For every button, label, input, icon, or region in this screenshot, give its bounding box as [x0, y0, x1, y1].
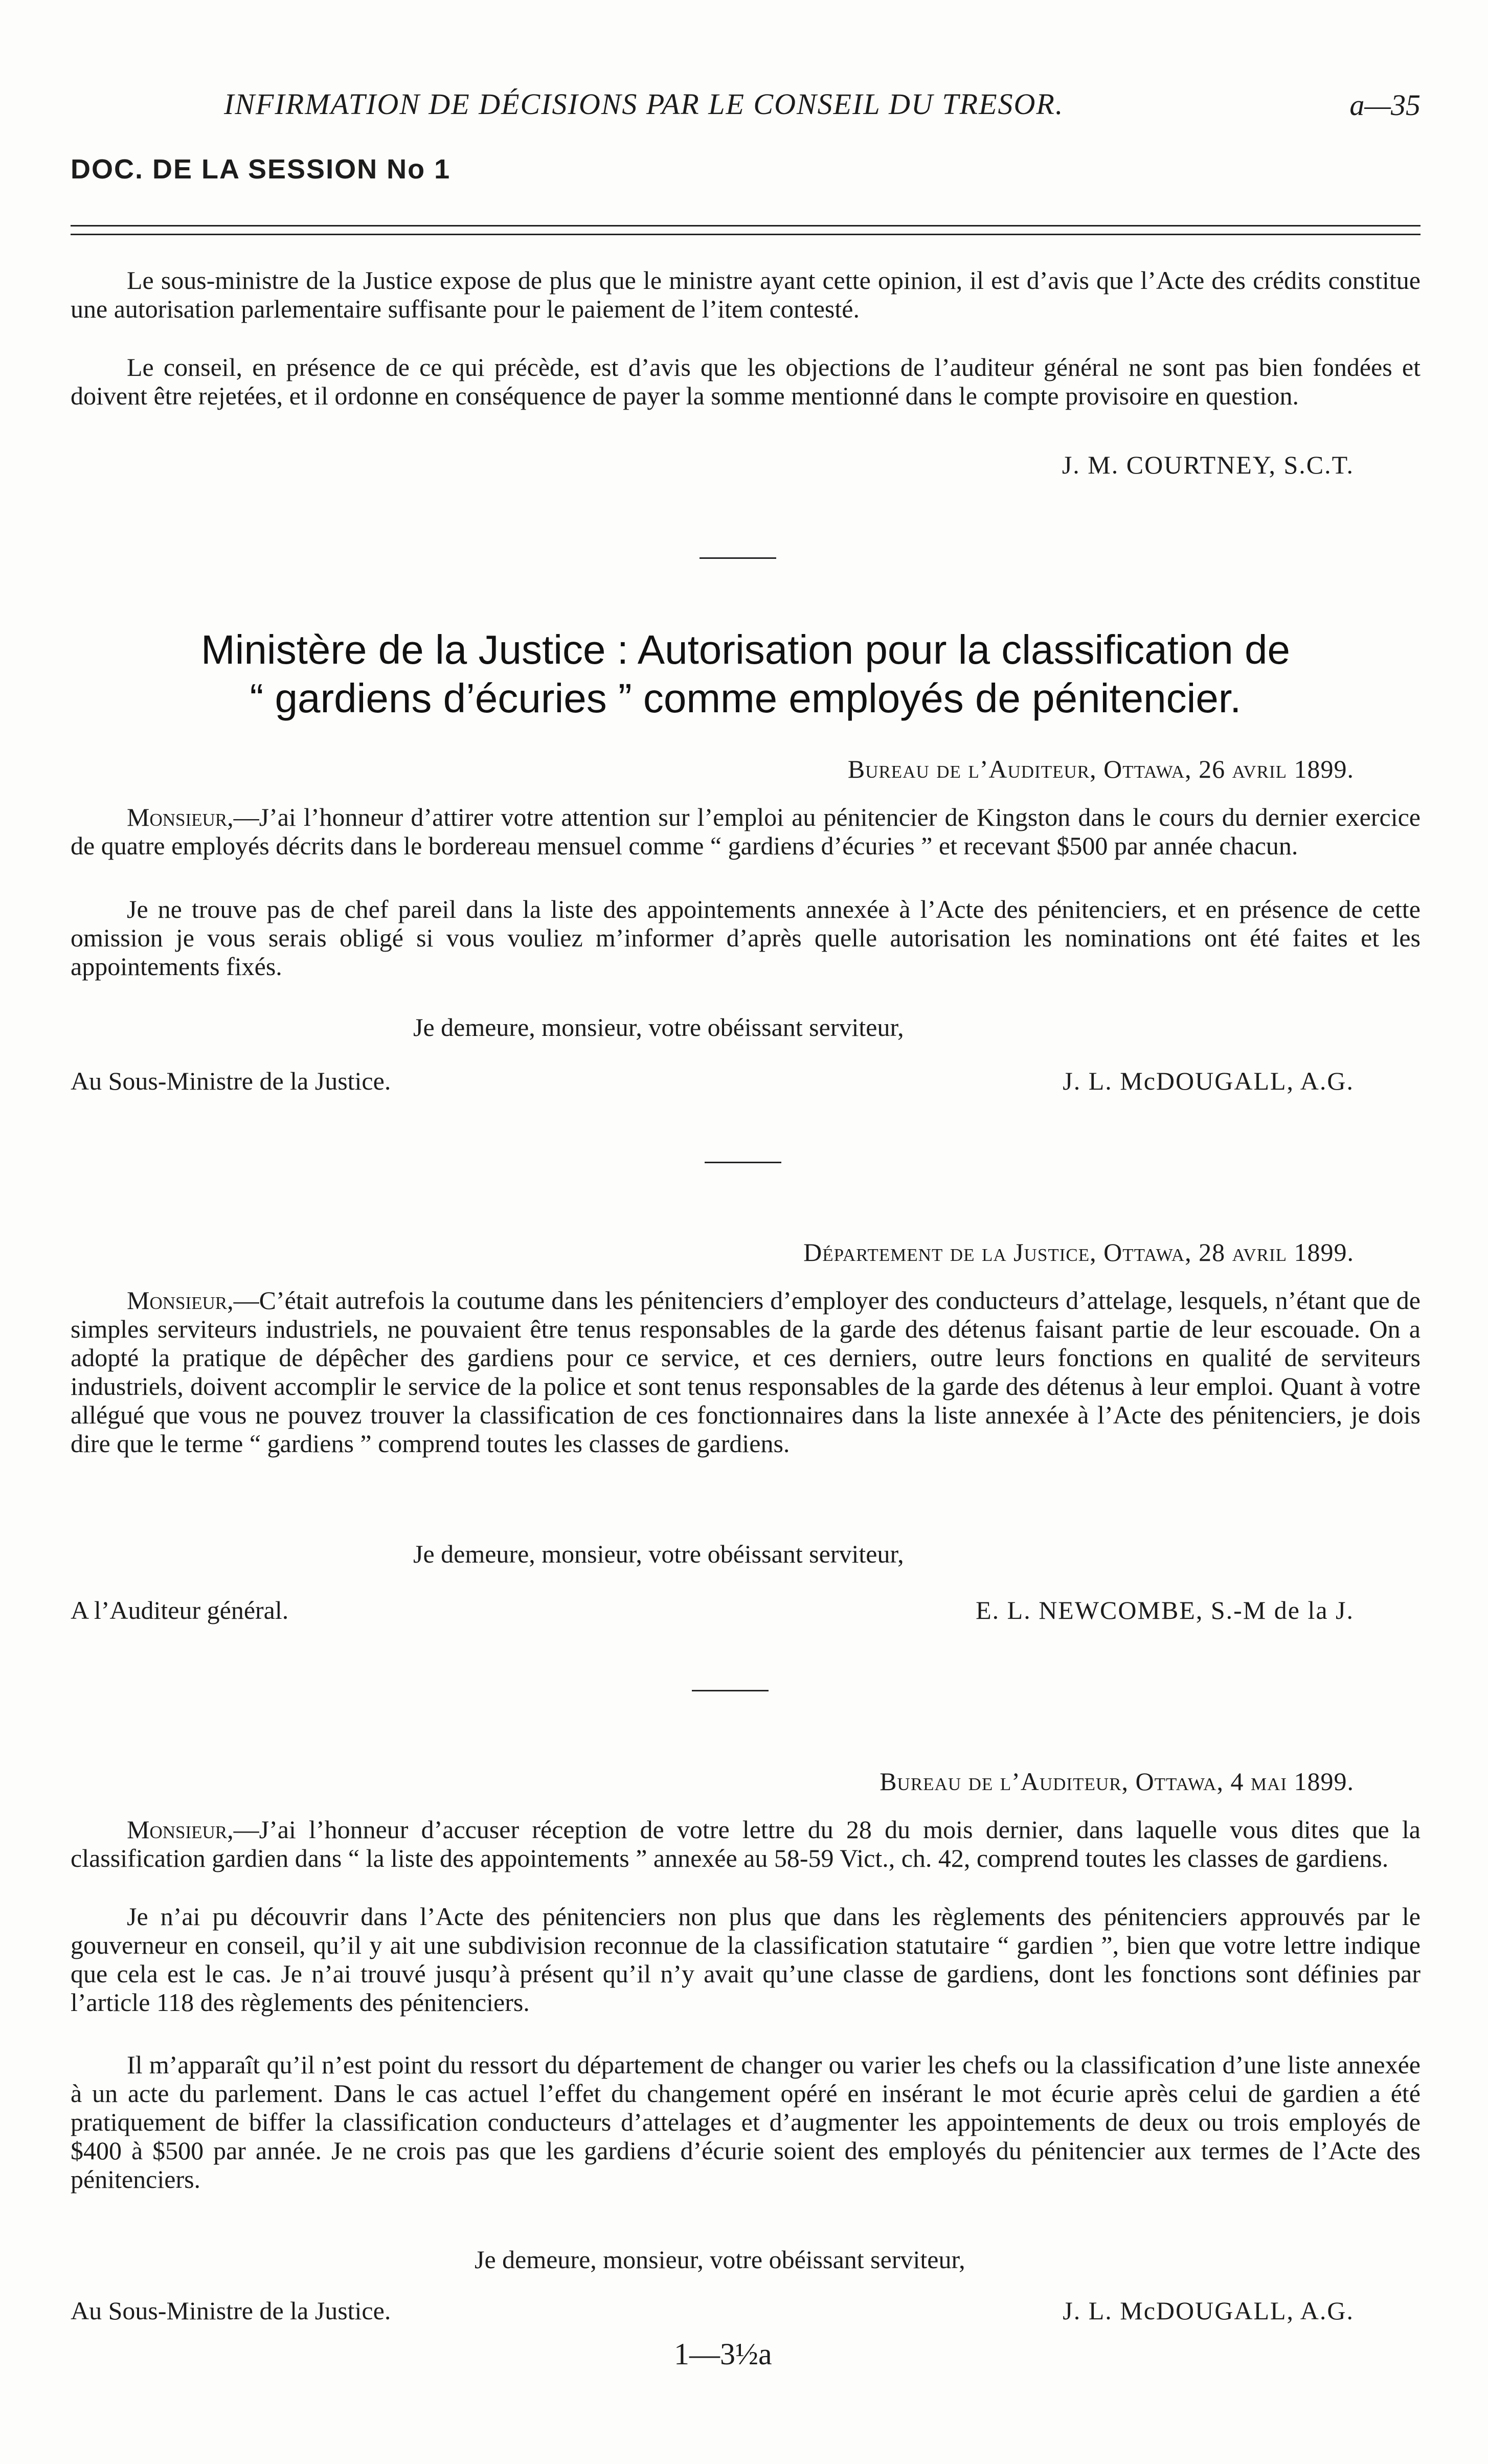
letter2-dateline: Département de la Justice, Ottawa, 28 avril 1899.	[803, 1238, 1354, 1267]
letter3-paragraph-2: Je n’ai pu découvrir dans l’Acte des pénitenciers non plus que dans les règlements des pénitenciers approuvés par le gouverneur en conseil, qu’il y ait une subdivision reconnue de la classification statutaire “ gardien ”, bien que votre lettre indique que cela est le cas. Je n’ai trouvé jusqu’à présent qu’il n’y avait qu’une classe de gardiens, dont les fonctions sont définies par l’article 118 des règlements des pénitenciers.	[71, 1902, 1421, 2017]
letter3-signature: J. L. McDOUGALL, A.G.	[1063, 2296, 1354, 2325]
letter3-paragraph-1	[71, 1815, 1421, 1872]
letter2-signature: E. L. NEWCOMBE, S.-M de la J.	[976, 1596, 1354, 1624]
letter3-salutation: Monsieur,	[127, 1815, 234, 1844]
letter3-paragraph-3: Il m’apparaît qu’il n’est point du ressort du département de changer ou varier les chefs ou la classification d’une liste annexée à un acte du parlement. Dans le cas actuel l’effet du changement opéré en insérant le mot écurie après celui de gardien a été pratiquement de biffer la classification conducteurs d’attelages et d’augmenter les appointements de deux ou trois employés de $400 à $500 par année. Je ne crois pas que les gardiens d’écurie soient des employés du pénitencier aux termes de l’Acte des pénitenciers.	[71, 2050, 1421, 2194]
intro-signature: J. M. COURTNEY, S.C.T.	[1062, 450, 1354, 479]
letter2-paragraph-1-text: —C’était autrefois la coutume dans les pénitenciers d’employer des conducteurs d’attelage, lesquels, n’étant que de simples serviteurs industriels, ne pouvaient être tenus responsables de la garde des détenus faisant partie de leur escouade. On a adopté la pratique de dépêcher des gardiens pour ce service, et ces derniers, outre leurs fonctions en qualité de serviteurs industriels, doivent accomplir le service de la police et sont tenus responsables de la garde des détenus à leur emploi. Quant à votre allégué que vous ne pouvez trouver la classification de ces fonctionnaires dans la liste annexée à l’Acte des pénitenciers, je dois dire que le terme “ gardiens ” comprend toutes les classes de gardiens.	[71, 1286, 1421, 1458]
letter2-salutation: Monsieur,	[127, 1286, 234, 1315]
letter1-paragraph-1	[71, 803, 1421, 860]
intro-paragraph-2: Le conseil, en présence de ce qui précède, est d’avis que les objections de l’auditeur général ne sont pas bien fondées et doivent être rejetées, et il ordonne en conséquence de payer la somme mentionné dans le compte provisoire en question.	[71, 353, 1421, 410]
letter1-signature: J. L. McDOUGALL, A.G.	[1063, 1067, 1354, 1095]
section-divider-3	[692, 1690, 769, 1691]
letter3-paragraph-1-text: —J’ai l’honneur d’accuser réception de votre lettre du 28 du mois dernier, dans laquelle vous dites que la classification gardien dans “ la liste des appointements ” annexée au 58-59 Vict., ch. 42, comprend toutes les classes de gardiens.	[71, 1815, 1421, 1872]
doc-session-label: DOC. DE LA SESSION No 1	[71, 154, 451, 185]
letter2-paragraph-1	[71, 1286, 1421, 1458]
letter3-addressee: Au Sous-Ministre de la Justice.	[71, 2296, 391, 2325]
header-double-rule	[71, 225, 1421, 235]
letter1-addressee: Au Sous-Ministre de la Justice.	[71, 1067, 391, 1095]
running-head	[71, 87, 1421, 128]
section-heading-line-2: “ gardiens d’écuries ” comme employés de pénitencier.	[250, 675, 1242, 721]
section-heading-line-1: Ministère de la Justice : Autorisation pour la classification de	[201, 627, 1290, 672]
letter2-addressee: A l’Auditeur général.	[71, 1596, 289, 1624]
section-divider-2	[705, 1162, 781, 1163]
folio: 1—3½a	[674, 2337, 772, 2371]
letter1-dateline: Bureau de l’Auditeur, Ottawa, 26 avril 1899.	[847, 755, 1354, 783]
letter1-closing: Je demeure, monsieur, votre obéissant serviteur,	[413, 1013, 904, 1042]
letter1-paragraph-1-text: —J’ai l’honneur d’attirer votre attention sur l’emploi au pénitencier de Kingston dans le cours du dernier exercice de quatre employés décrits dans le bordereau mensuel comme “ gardiens d’écuries ” et recevant $500 par année chacun.	[71, 803, 1421, 860]
section-divider-1	[700, 557, 776, 559]
letter3-dateline: Bureau de l’Auditeur, Ottawa, 4 mai 1899.	[880, 1767, 1354, 1796]
letter3-closing: Je demeure, monsieur, votre obéissant serviteur,	[475, 2245, 965, 2274]
running-head-page-ref: a—35	[1349, 88, 1421, 122]
letter1-paragraph-2: Je ne trouve pas de chef pareil dans la liste des appointements annexée à l’Acte des pénitenciers, et en présence de cette omission je vous serais obligé si vous vouliez m’informer d’après quelle autorisation les nominations ont été faites et les appointements fixés.	[71, 895, 1421, 981]
intro-paragraph-1: Le sous-ministre de la Justice expose de plus que le ministre ayant cette opinion, il est d’avis que l’Acte des crédits constitue une autorisation parlementaire suffisante pour le paiement de l’item contesté.	[71, 266, 1421, 323]
running-head-title: INFIRMATION DE DÉCISIONS PAR LE CONSEIL DU TRESOR.	[224, 87, 1064, 121]
letter1-salutation: Monsieur,	[127, 803, 234, 831]
letter2-closing: Je demeure, monsieur, votre obéissant serviteur,	[413, 1540, 904, 1568]
